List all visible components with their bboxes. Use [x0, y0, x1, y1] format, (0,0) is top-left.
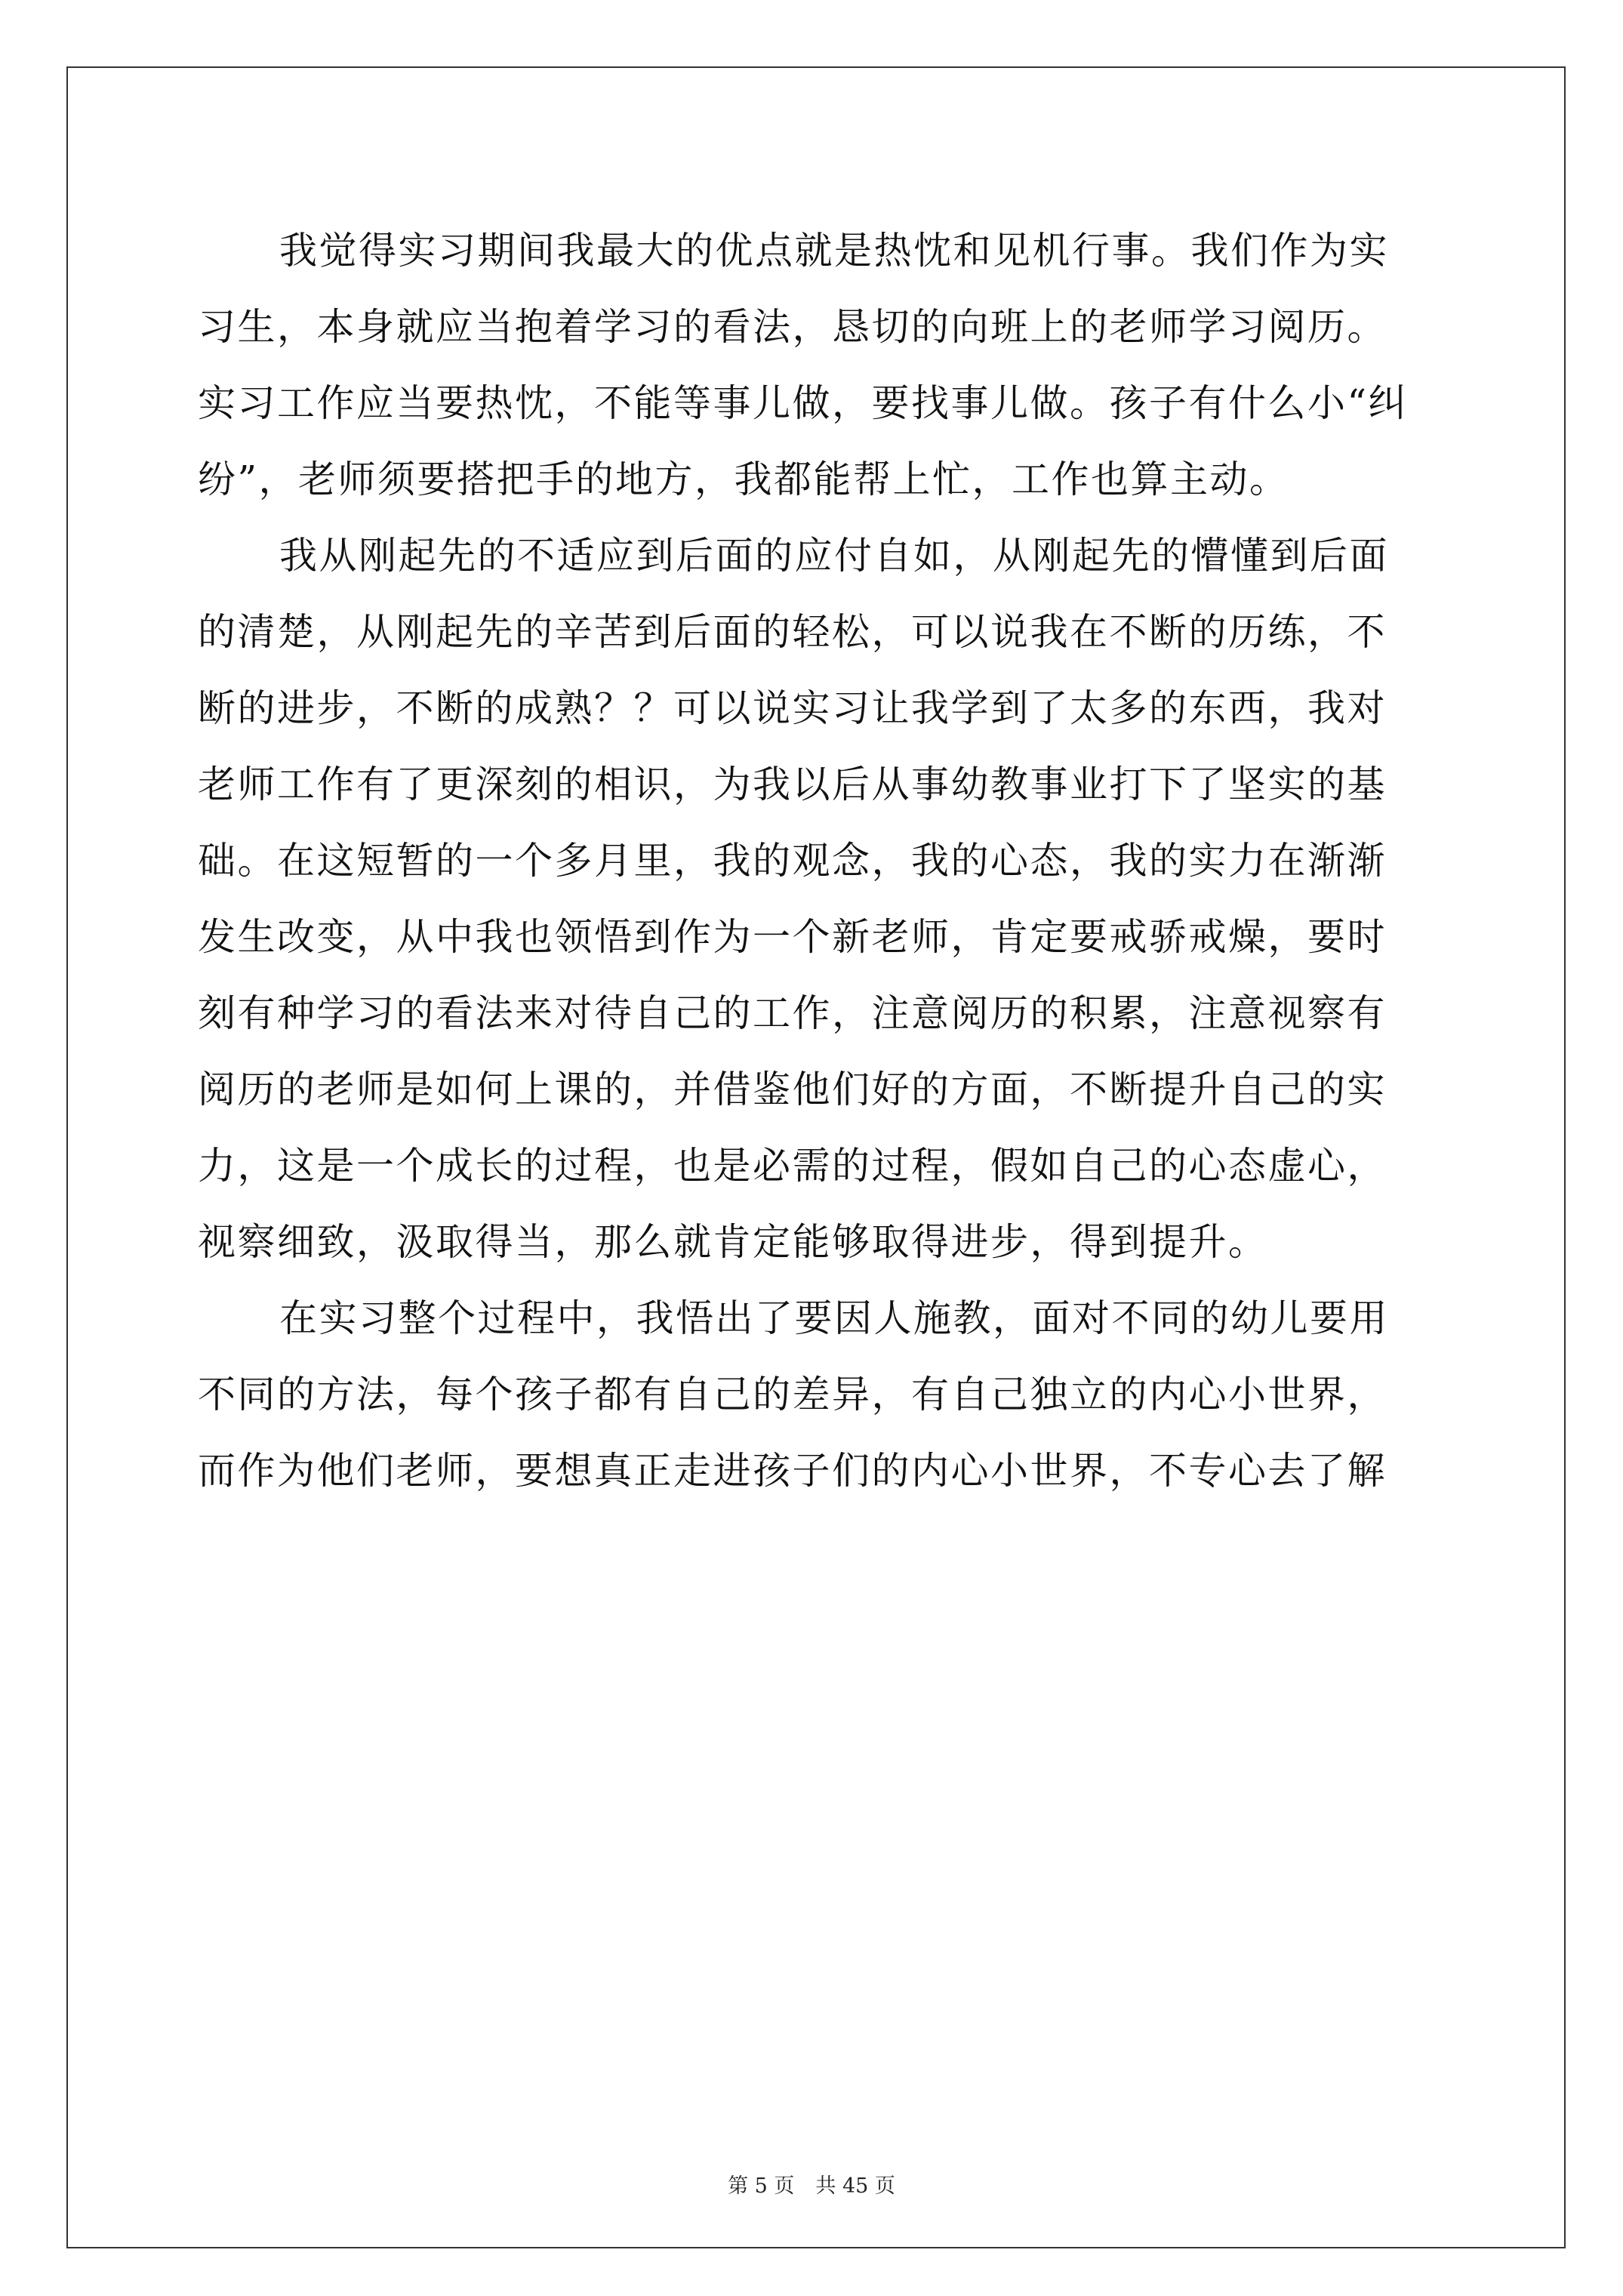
text-line: 老师工作有了更深刻的相识，为我以后从事幼教事业打下了坚实的基 — [198, 763, 1387, 806]
page-footer — [0, 2171, 1623, 2202]
text-line: 刻有种学习的看法来对待自己的工作，注意阅历的积累，注意视察有 — [198, 991, 1387, 1035]
text-line: 断的进步，不断的成熟？？可以说实习让我学到了太多的东西，我对 — [198, 686, 1387, 730]
text-line: 的清楚，从刚起先的辛苦到后面的轻松，可以说我在不断的历练，不 — [198, 610, 1387, 654]
text-line: 在实习整个过程中，我悟出了要因人施教，面对不同的幼儿要用 — [279, 1296, 1389, 1340]
text-line: 视察细致，汲取得当，那么就肯定能够取得进步，得到提升。 — [198, 1220, 1268, 1264]
text-line: 我从刚起先的不适应到后面的应付自如，从刚起先的懵懂到后面 — [279, 534, 1389, 578]
text-line: 阅历的老师是如何上课的，并借鉴他们好的方面，不断提升自己的实 — [198, 1068, 1387, 1111]
text-line: 而作为他们老师，要想真正走进孩子们的内心小世界，不专心去了解 — [198, 1449, 1387, 1493]
text-line: 发生改变，从中我也领悟到作为一个新老师，肯定要戒骄戒燥，要时 — [198, 915, 1387, 959]
text-line: 力，这是一个成长的过程，也是必需的过程，假如自己的心态虚心， — [198, 1144, 1387, 1188]
text-line: 础。在这短暂的一个多月里，我的观念，我的心态，我的实力在渐渐 — [198, 839, 1387, 883]
page-total: 共 45 页 — [815, 2174, 895, 2198]
text-line: 不同的方法，每个孩子都有自己的差异，有自己独立的内心小世界， — [198, 1373, 1387, 1416]
page-number: 第 5 页 — [728, 2174, 795, 2198]
text-line: 实习工作应当要热忱，不能等事儿做，要找事儿做。孩子有什么小“纠 — [198, 381, 1409, 425]
text-line: 习生，本身就应当抱着学习的看法，恳切的向班上的老师学习阅历。 — [198, 305, 1387, 349]
text-line: 我觉得实习期间我最大的优点就是热忱和见机行事。我们作为实 — [279, 229, 1389, 273]
text-line: 纷”，老师须要搭把手的地方，我都能帮上忙，工作也算主动。 — [198, 458, 1289, 501]
